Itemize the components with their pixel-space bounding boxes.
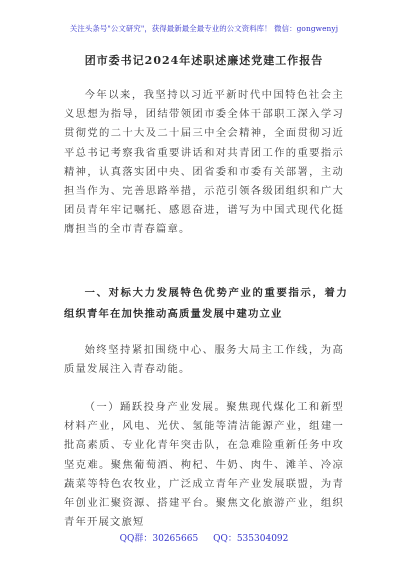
subsection-paragraph-1: （一）踊跃投身产业发展。聚焦现代煤化工和新型材料产业，风电、光伏、氢能等清洁能源产业，组建一批高素质、专业化青年突击队，在急难险重新任务中攻坚克难。聚焦葡萄酒、枸杞、牛奶、肉牛、滩羊、冷凉蔬菜等特色农牧业，广泛成立青年产业发展联盟，为青年创业汇聚资源、搭建平台。聚焦文化旅游产业，组织青年开展文旅短 [64,401,344,529]
footer-qq-group: QQ群：30265665 [119,534,199,544]
section-heading-1: 一、对标大力发展特色优势产业的重要指示，着力组织青年在加快推动高质量发展中建功立业 [64,287,348,320]
section-intro-paragraph: 始终坚持紧扣围绕中心、服务大局主工作线，为高质量发展注入青春动能。 [64,344,344,376]
intro-paragraph: 今年以来，我坚持以习近平新时代中国特色社会主义思想为指导，团结带领团市委全体干部职工深入学习贯彻党的二十大及二十届三中全会精神，全面贯彻习近平总书记考察我省重要讲话和对共青团工作的重要指示精神，认真落实团中央、团省委和市委有关部署，主动担当作为、完善思路举措，示范引领各级团组织和广大团员青年牢记嘱托、感恩奋进，谱写为中国式现代化挺膺担当的全市青春篇章。 [64,89,344,236]
top-banner: 关注头条号"公文研究"，获得最新最全最专业的公文资料库！ 微信：gongwenyj [69,24,339,33]
document-title: 团市委书记2024年述职述廉述党建工作报告 [84,54,324,67]
footer-qq: QQ：535304092 [213,534,289,544]
footer-contact [0,531,408,544]
